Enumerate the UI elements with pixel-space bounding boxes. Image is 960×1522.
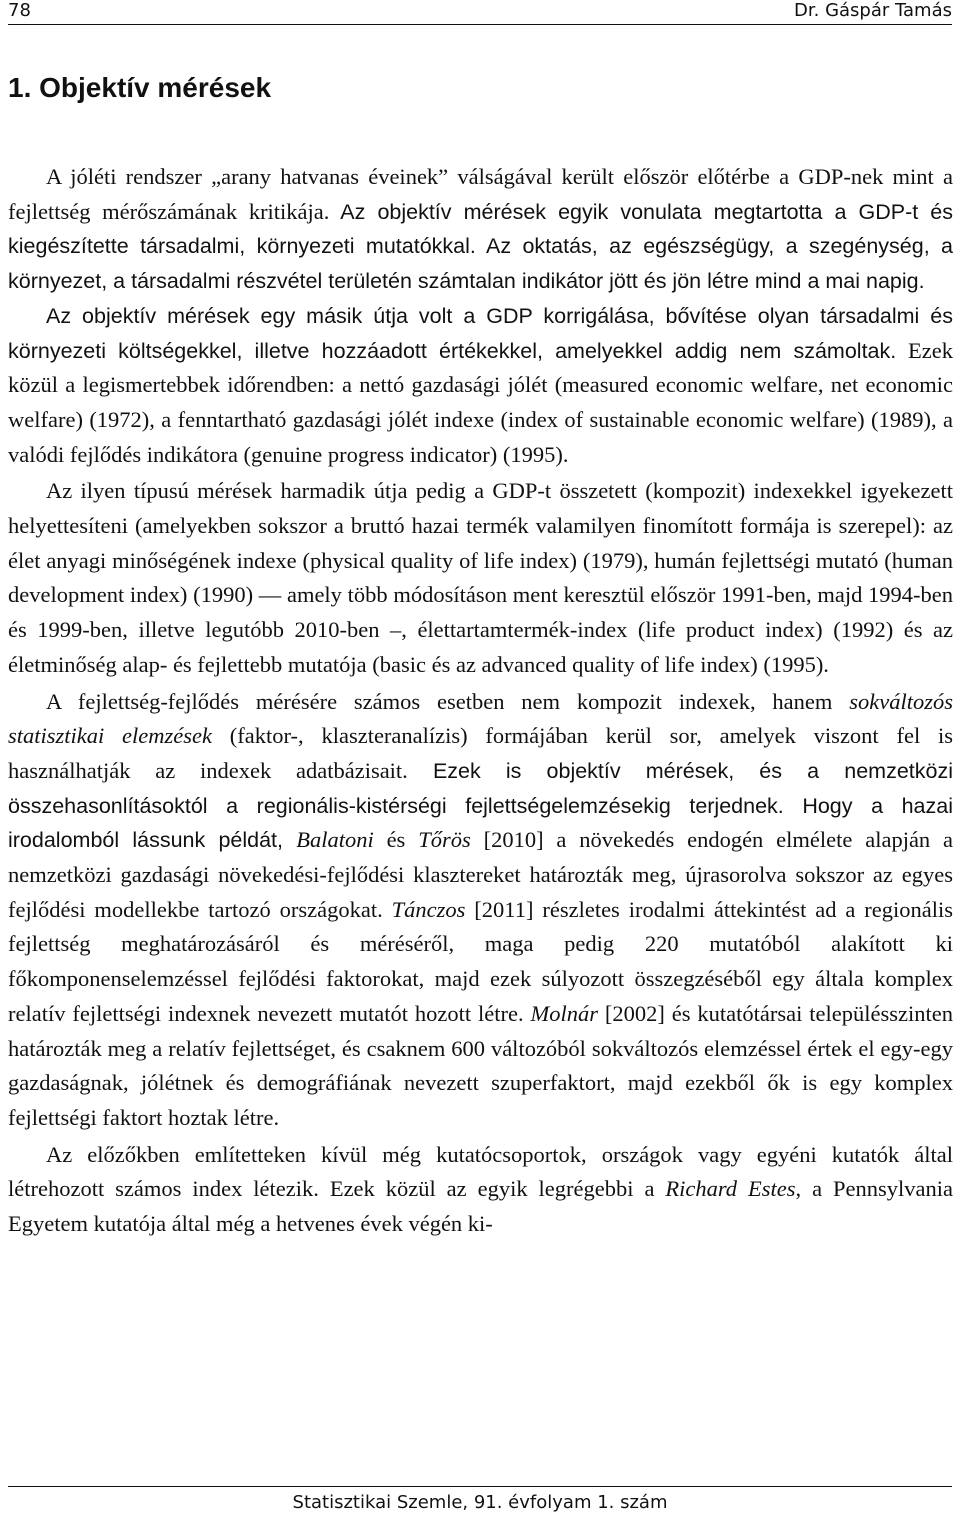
paragraph-2-part-1: Az objektív mérések egy másik útja volt a GDP korrigálása, bővítése olyan társadalmi és környezeti költségekkel, illetve hozzáadott értékekkel, amelyekkel addig nem számoltak. [8, 303, 953, 363]
paragraph-4-emphasis-3: Tőrös [418, 827, 471, 853]
paragraph-4-text-a: A fejlettség-fejlődés mérésére számos esetben nem kompozit indexek, hanem [46, 688, 850, 714]
paragraph-4-text-d: Hogy a hazai irodalomból lássunk példát, [8, 793, 954, 853]
paragraph-2-part-2: Ezek közül a legismertebbek időrendben: a nettó gazdasági jólét (measured economic welfare, net economic welfare) (1972), a fenntartható gazdasági jólét indexe (index of sustainable economic welfare) (1989), a valódi fejlődés indikátora (genuine progress indicator) (1995). [8, 337, 953, 467]
section-title: 1. Objektív mérések [8, 72, 272, 103]
body-text [8, 160, 953, 1242]
page-number: 78 [8, 0, 31, 21]
paragraph-1 [8, 160, 953, 299]
paragraph-4-text-g: [2011] részletes irodalmi áttekintést ad a regionális fejlettség meghatározásáról és méréséről, maga pedig 220 mutatóból alakított ki főkomponenselemzéssel fejlődési faktorokat, majd ezek súlyozott összegzéséből egy általa komplex relatív fejlettségi indexnek nevezett mutatót hozott létre. [8, 896, 953, 1026]
paragraph-2 [8, 299, 953, 473]
paragraph-1-part-2: Az objektív mérések egyik vonulata megtartotta a GDP-t és kiegészítette társadalmi, környezeti mutatókkal. Az oktatás, az egészségügy, a szegénység, a környezet, a társadalmi részvétel területén számtalan indikátor jött és jön létre mind a mai napig. [8, 199, 953, 294]
paragraph-4-text-h: [2002] és kutatótársai településszinten határozták meg a relatív fejlettséget, és csaknem 600 változóból sokváltozós elemzéssel értek el egy-egy gazdaságnak, jólétnek és demográfiának nevezett szuperfaktort, majd ezekből ők is egy komplex fejlettségi faktort hoztak létre. [8, 1000, 953, 1130]
paragraph-4-text-c: Ezek is objektív mérések, és a nemzetközi összehasonlításoktól a regionális-kistérségi fejlettségelemzésekig terjednek. [8, 758, 953, 818]
paragraph-5-emphasis-1: Richard Estes [665, 1176, 796, 1202]
paragraph-5-text-a: Az előzőkben említetteken kívül még kutatócsoportok, országok vagy egyéni kutatók által létrehozott számos index létezik. Ezek közül az egyik legrégebbi a [8, 1141, 953, 1202]
paragraph-4 [8, 685, 953, 1136]
paragraph-3: Az ilyen típusú mérések harmadik útja pedig a GDP-t összetett (kompozit) indexekkel igyekezett helyettesíteni (amelyekben sokszor a bruttó hazai termék valamilyen finomított formája is szerepel): az élet anyagi minőségének indexe (physical quality of life index) (1979), humán fejlettségi mutató (human development index) (1990) — amely több módosításon ment keresztül először 1991-ben, majd 1994-ben és 1999-ben, illetve legutóbb 2010-ben –, élettartamtermék-index (life product index) (1992) és az életminőség alap- és fejlettebb mutatója (basic és az advanced quality of life index) (1995). [8, 478, 953, 677]
paragraph-5-text-b: , a Pennsylvania Egyetem kutatója által még a hetvenes évek végén ki- [8, 1176, 953, 1237]
paragraph-1-part-1: A jóléti rendszer „arany hatvanas éveinek” válságával került először előtérbe a GDP-nek mint a fejlettség mérőszámának kritikája. [8, 164, 953, 224]
paragraph-4-text-f: [2010] a növekedés endogén elmélete alapján a nemzetközi gazdasági növekedési-fejlődési klasztereket határozták meg, újrasorolva sokszor az egyes fejlődési modellekbe tartozó országokat. [8, 827, 954, 922]
paragraph-4-text-e: és [373, 827, 419, 853]
paragraph-4-emphasis-4: Tánczos [391, 896, 466, 922]
paragraph-4-emphasis-1: sokváltozós statisztikai elemzések [8, 688, 953, 749]
paragraph-4-emphasis-2: Balatoni [296, 827, 374, 853]
page-footer: Statisztikai Szemle, 91. évfolyam 1. szám [8, 1486, 952, 1522]
page-header [8, 0, 952, 25]
paragraph-4-emphasis-5: Molnár [530, 1000, 598, 1026]
running-author: Dr. Gáspár Tamás [794, 0, 952, 21]
paragraph-5 [8, 1138, 953, 1242]
paragraph-4-text-b: (faktor-, klaszteranalízis) formájában kerül sor, amelyek viszont fel is használhatják az indexek adatbázisait. [8, 723, 953, 783]
